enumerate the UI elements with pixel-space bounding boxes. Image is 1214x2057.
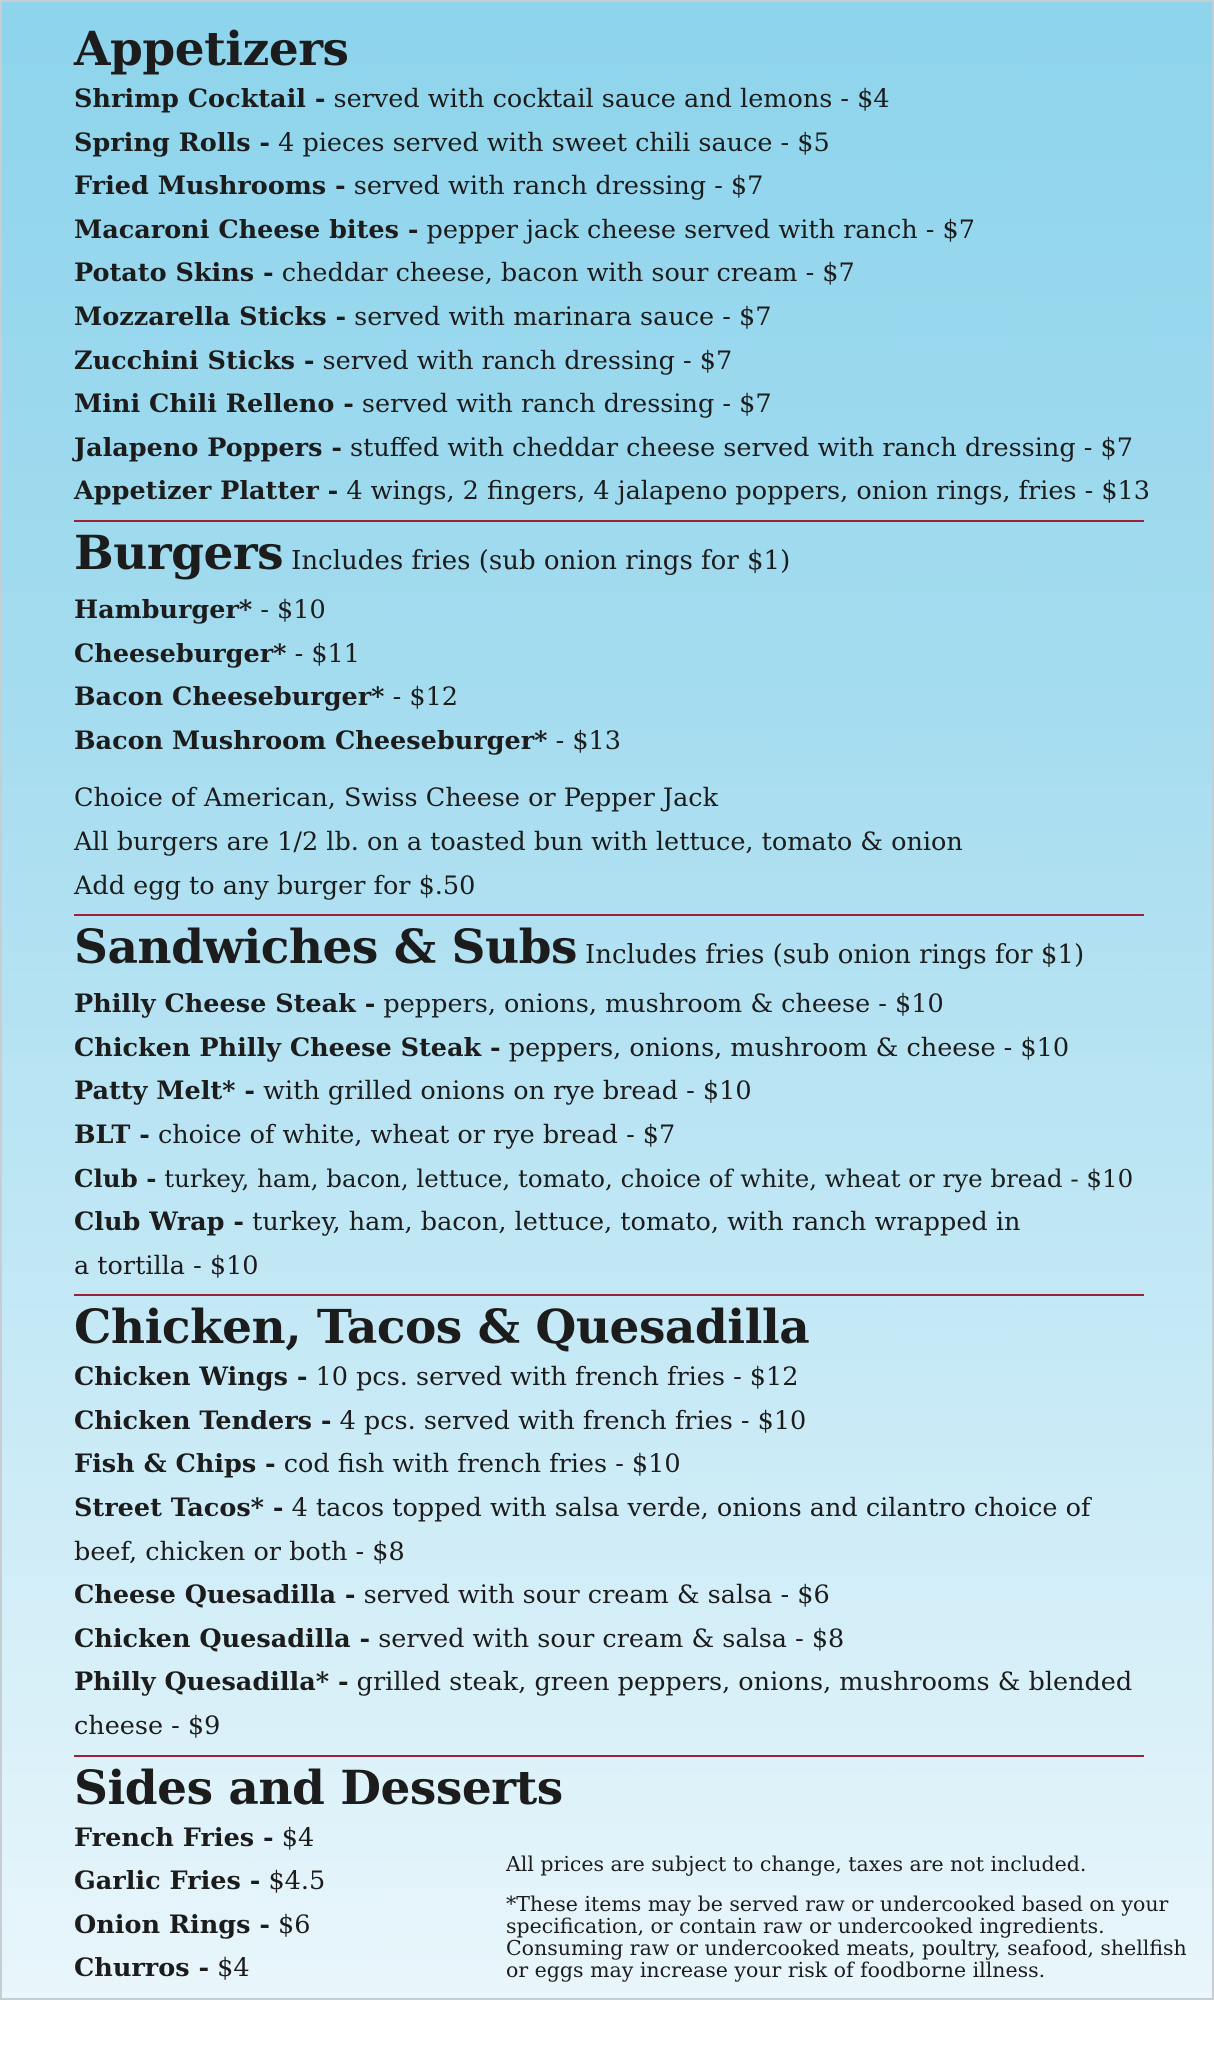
item-name: Philly Cheese Steak - (74, 989, 376, 1020)
section-divider (74, 914, 1144, 916)
menu-item (74, 1661, 1139, 1748)
appetizers-title: Appetizers (74, 22, 349, 77)
item-name: Club Wrap - (74, 1207, 244, 1238)
menu-item (74, 589, 1140, 633)
item-name: Fried Mushrooms - (74, 171, 346, 202)
item-name: French Fries - (74, 1822, 274, 1853)
item-desc: 4 wings, 2 fingers, 4 jalapeno poppers, onion rings, fries - $13 (338, 476, 1150, 507)
sandwiches-title: Sandwiches & Subs Includes fries (sub onion rings for $1) (74, 920, 1085, 976)
item-name: Onion Rings - (74, 1909, 270, 1940)
item-name: Chicken Quesadilla - (74, 1623, 371, 1654)
item-desc: served with ranch dressing - $7 (314, 345, 733, 376)
menu-item (74, 1201, 1034, 1288)
menu-item (74, 78, 1140, 122)
chicken-list (74, 1356, 1140, 1748)
raw-food-warning: *These items may be served raw or undercooked based on your specification, or contain raw or undercooked ingredients. Consuming raw or undercooked meats, poultry, seafood, shellfish or eggs may increase your risk of foodborne illness. (506, 1891, 1187, 1982)
info-line: Choice of American, Swiss Cheese or Pepper Jack (74, 783, 719, 814)
menu-item (74, 252, 1140, 296)
item-name: Appetizer Platter - (74, 476, 339, 507)
price-disclaimer: All prices are subject to change, taxes are not included. (506, 1851, 1087, 1876)
item-name: Spring Rolls - (74, 127, 271, 158)
menu-item (74, 1356, 1140, 1400)
item-name: Fish & Chips - (74, 1449, 276, 1480)
menu-item (74, 1487, 1139, 1574)
section-divider (74, 1755, 1144, 1757)
item-desc: grilled steak, green peppers, onions, mushrooms & blended cheese - $9 (74, 1667, 1133, 1741)
item-desc: turkey, ham, bacon, lettuce, tomato, choice of white, wheat or rye bread - $10 (156, 1164, 1134, 1194)
item-desc: 4 pcs. served with french fries - $10 (331, 1405, 807, 1436)
info-line: All burgers are 1/2 lb. on a toasted bun with lettuce, tomato & onion (74, 826, 963, 857)
item-name: Hamburger* (74, 594, 253, 625)
menu-item (74, 1400, 1140, 1444)
sandwiches-section (74, 920, 1140, 1288)
appetizers-section (74, 22, 1150, 514)
item-name: Bacon Mushroom Cheeseburger* (74, 725, 548, 756)
chicken-section (74, 1300, 1140, 1748)
item-name: Street Tacos* - (74, 1493, 284, 1524)
item-name: Club - (74, 1164, 157, 1194)
menu-item (74, 296, 1140, 340)
menu-item (74, 1947, 325, 1991)
menu-item (74, 165, 1140, 209)
menu-notes (506, 1851, 1206, 1981)
item-desc: 4 pieces served with sweet chili sauce - $5 (270, 127, 830, 158)
item-desc: 10 pcs. served with french fries - $12 (307, 1362, 799, 1393)
item-desc: $4 (209, 1953, 250, 1984)
sandwiches-note: Includes fries (sub onion rings for $1) (585, 940, 1085, 971)
menu-item (74, 1070, 1140, 1114)
item-desc: $6 (269, 1909, 311, 1940)
item-desc: - $11 (286, 638, 360, 669)
item-name: Mini Chili Relleno - (74, 389, 354, 420)
item-name: Garlic Fries - (74, 1866, 261, 1897)
item-name: Zucchini Sticks - (74, 345, 315, 376)
appetizers-list (74, 78, 1150, 514)
burgers-title: Burgers Includes fries (sub onion rings for $1) (74, 525, 791, 581)
item-name: Cheese Quesadilla - (74, 1580, 356, 1611)
menu-item (74, 209, 1140, 253)
sides-title: Sides and Desserts (74, 1760, 563, 1816)
item-desc: - $12 (384, 682, 459, 713)
section-divider (74, 520, 1144, 522)
sides-section (74, 1760, 1187, 2057)
sides-list (74, 1817, 325, 1991)
menu-item (74, 720, 1140, 764)
item-desc: stuffed with cheddar cheese served with ranch dressing - $7 (341, 432, 1133, 463)
item-desc: cod fish with french fries - $10 (275, 1449, 681, 1480)
item-desc: peppers, onions, mushroom & cheese - $10 (375, 989, 944, 1020)
item-desc: $4.5 (260, 1866, 326, 1897)
menu-item (74, 1860, 325, 1904)
item-desc: cheddar cheese, bacon with sour cream - $7 (273, 258, 855, 289)
item-desc: served with ranch dressing - $7 (353, 389, 772, 420)
spacer (74, 763, 1140, 777)
chicken-title: Chicken, Tacos & Quesadilla (74, 1300, 810, 1356)
menu-item (74, 470, 1150, 514)
menu-item (74, 1817, 325, 1861)
burgers-list (74, 589, 1140, 763)
menu-item (74, 340, 1140, 384)
item-desc: - $13 (547, 725, 621, 756)
menu-item (74, 122, 1140, 166)
burgers-section (74, 526, 1140, 908)
item-name: Chicken Wings - (74, 1362, 308, 1393)
item-desc: $4 (273, 1822, 315, 1853)
item-desc: served with sour cream & salsa - $8 (370, 1623, 845, 1654)
item-desc: - $10 (252, 594, 326, 625)
item-desc: with grilled onions on rye bread - $10 (254, 1076, 752, 1107)
menu-item (74, 1574, 1140, 1618)
info-line: Add egg to any burger for $.50 (74, 870, 476, 901)
item-name: Chicken Tenders - (74, 1405, 332, 1436)
item-name: Patty Melt* - (74, 1076, 255, 1107)
menu-item (74, 1618, 1140, 1662)
burgers-info (74, 777, 1140, 908)
menu-item (74, 1904, 325, 1948)
item-name: Cheeseburger* (74, 638, 287, 669)
item-name: Potato Skins - (74, 258, 274, 289)
item-name: Philly Quesadilla* - (74, 1667, 349, 1698)
item-name: Mozzarella Sticks - (74, 301, 347, 332)
item-desc: served with marinara sauce - $7 (346, 301, 772, 332)
menu-item (74, 1027, 1140, 1071)
item-name: Bacon Cheeseburger* (74, 682, 385, 713)
menu-item (74, 676, 1140, 720)
section-divider (74, 1294, 1144, 1296)
sandwiches-list (74, 983, 1140, 1288)
item-name: Churros - (74, 1953, 210, 1984)
burgers-note: Includes fries (sub onion rings for $1) (291, 545, 791, 576)
item-name: Shrimp Cocktail - (74, 84, 326, 114)
menu-item (74, 1114, 1140, 1158)
menu-item (74, 1443, 1140, 1487)
menu-item (74, 983, 1140, 1027)
item-desc: served with ranch dressing - $7 (345, 171, 764, 202)
item-desc: turkey, ham, bacon, lettuce, tomato, with ranch wrapped in a tortilla - $10 (74, 1207, 1021, 1281)
item-desc: choice of white, wheat or rye bread - $7 (149, 1119, 676, 1150)
menu-item (74, 383, 1140, 427)
item-desc: served with cocktail sauce and lemons - $4 (325, 84, 890, 114)
item-name: Jalapeno Poppers - (74, 432, 342, 463)
item-desc: served with sour cream & salsa - $6 (355, 1580, 830, 1611)
menu-item (74, 633, 1140, 677)
item-desc: pepper jack cheese served with ranch - $7 (418, 214, 975, 245)
item-name: Macaroni Cheese bites - (74, 214, 419, 245)
item-name: Chicken Philly Cheese Steak - (74, 1032, 501, 1063)
menu-item (74, 427, 1140, 471)
item-desc: 4 tacos topped with salsa verde, onions and cilantro choice of beef, chicken or both - $8 (74, 1493, 1091, 1567)
sides-area (74, 1817, 1187, 2057)
item-desc: peppers, onions, mushroom & cheese - $10 (500, 1032, 1070, 1063)
menu-item (74, 1157, 1140, 1201)
item-name: BLT - (74, 1119, 150, 1150)
